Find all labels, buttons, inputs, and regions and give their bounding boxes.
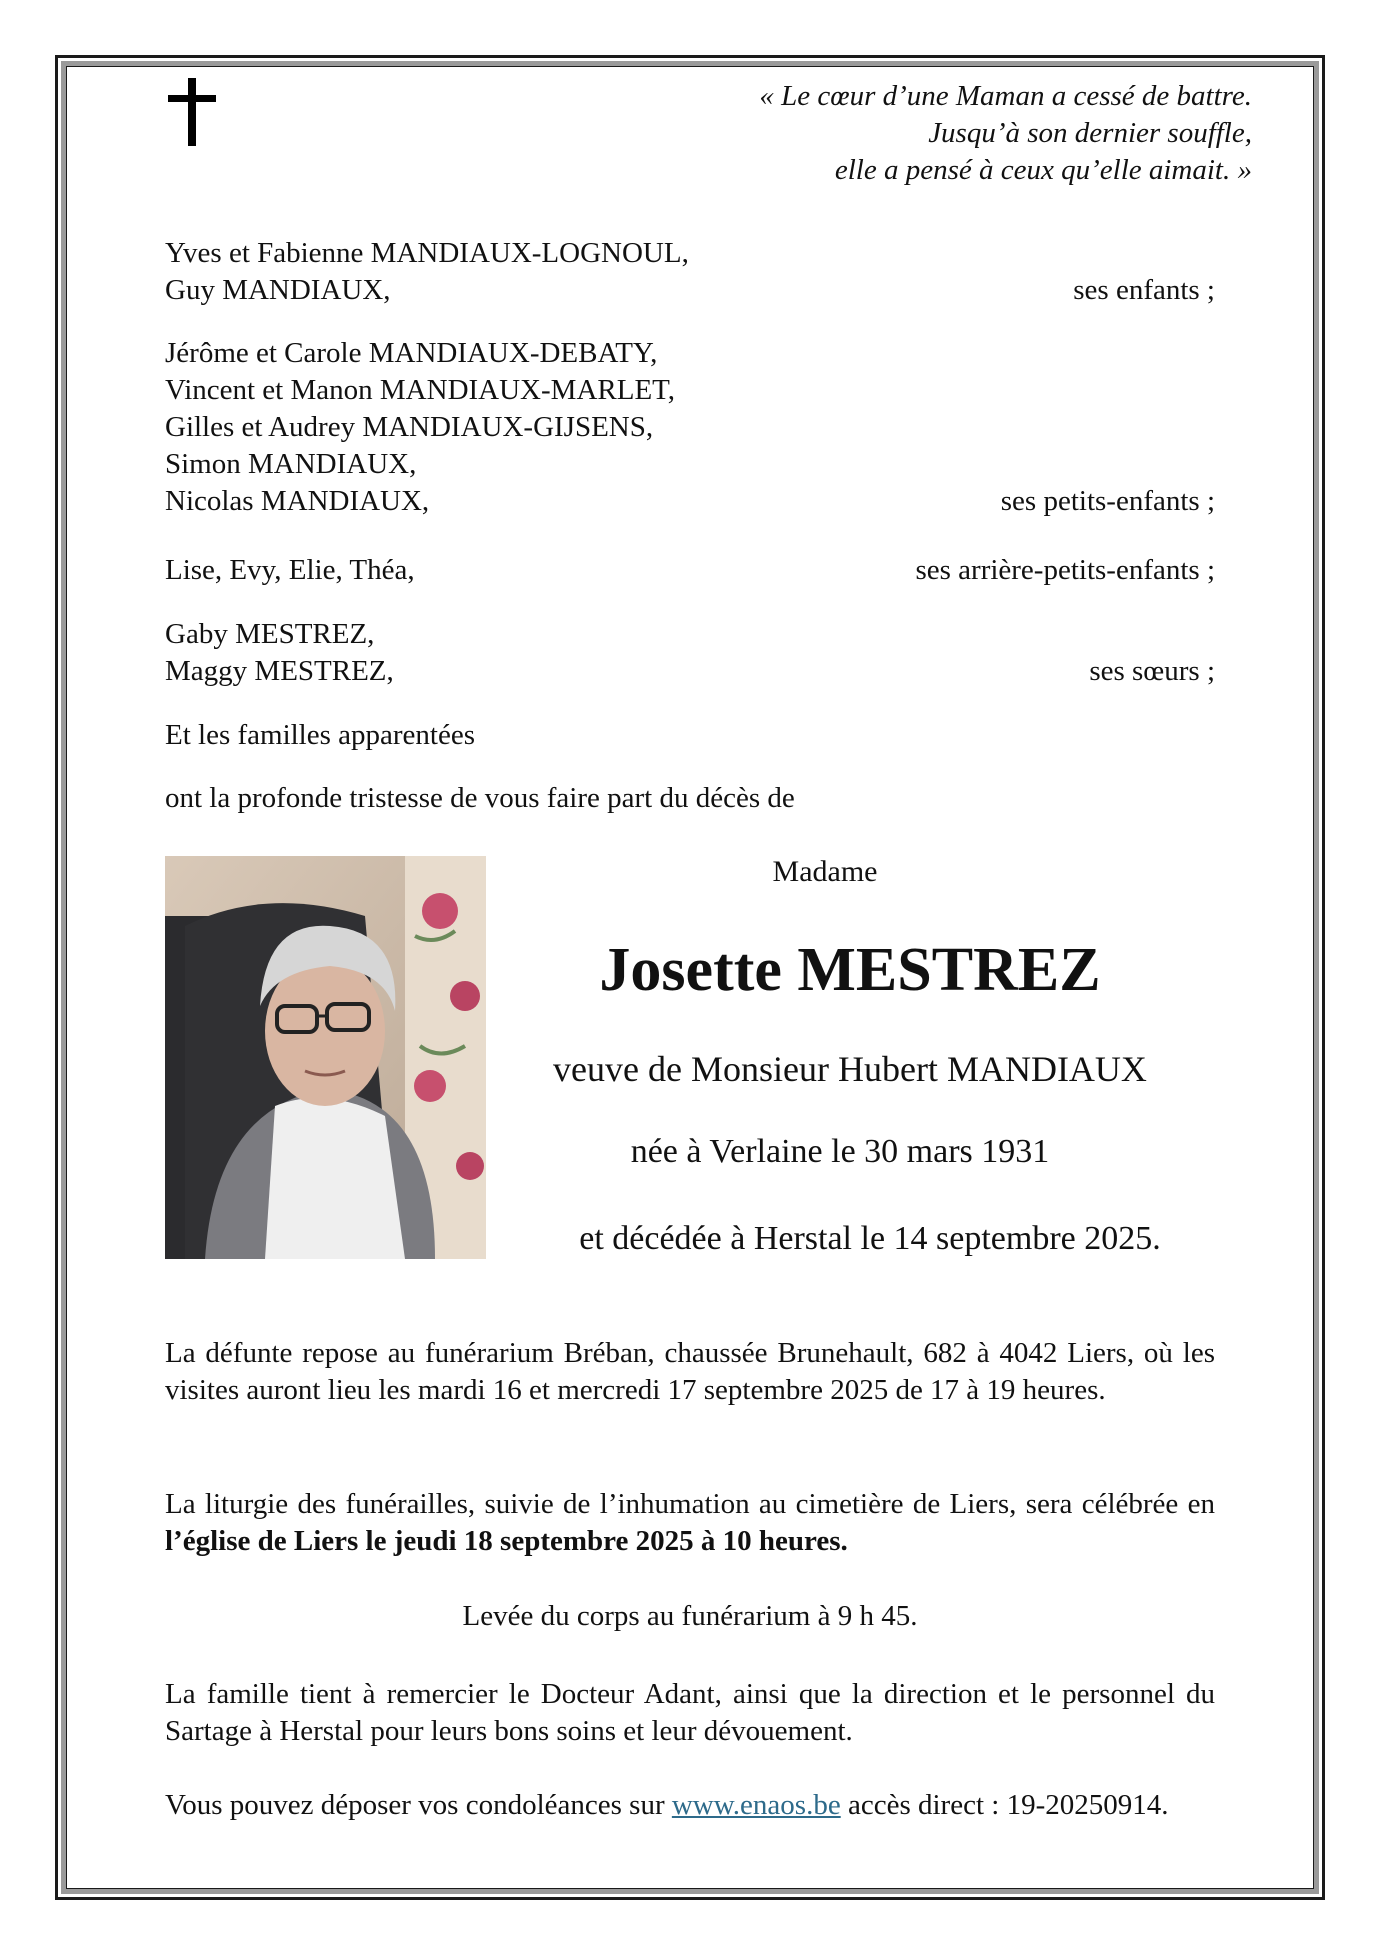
viewing-paragraph: La défunte repose au funérarium Bréban, chaussée Brunehault, 682 à 4042 Liers, où les visites auront lieu les mardi 16 et mercredi 17 septembre 2025 de 17 à 19 heures.	[165, 1337, 1215, 1406]
family-name: Nicolas MANDIAUX,	[165, 485, 430, 517]
related-families: Et les familles apparentées	[165, 719, 476, 751]
liturgy-paragraph	[165, 1486, 1215, 1560]
relation-label: ses arrière-petits-enfants ;	[915, 554, 1215, 586]
family-name: Simon MANDIAUX,	[165, 448, 417, 480]
liturgy-bold-text: l’église de Liers le jeudi 18 septembre 2025 à 10 heures.	[165, 1525, 848, 1557]
levee-text: Levée du corps au funérarium à 9 h 45.	[462, 1600, 918, 1632]
latin-cross-icon	[162, 78, 222, 146]
enaos-link[interactable]: www.enaos.be	[671, 1789, 841, 1821]
family-name: Vincent et Manon MANDIAUX-MARLET,	[165, 374, 675, 406]
birth-text: née à Verlaine le 30 mars 1931	[630, 1133, 1050, 1170]
family-great-grandchildren	[165, 552, 1215, 589]
epigraph-quote	[552, 78, 1252, 189]
relation-label: ses sœurs ;	[1089, 655, 1215, 687]
deceased-title: Madame	[772, 855, 878, 888]
announcement-text: ont la profonde tristesse de vous faire part du décès de	[165, 782, 795, 814]
family-children	[165, 235, 1215, 309]
condolences-paragraph	[165, 1787, 1215, 1824]
relation-label: ses enfants ;	[1073, 274, 1215, 306]
quote-line: « Le cœur d’une Maman a cessé de battre.	[759, 80, 1252, 112]
quote-line: elle a pensé à ceux qu’elle aimait. »	[834, 154, 1252, 186]
family-sisters	[165, 616, 1215, 690]
family-name: Lise, Evy, Elie, Théa,	[165, 554, 415, 586]
portrait-photo	[165, 856, 486, 1259]
family-name: Yves et Fabienne MANDIAUX-LOGNOUL,	[165, 237, 689, 269]
death-text: et décédée à Herstal le 14 septembre 2025.	[579, 1220, 1161, 1257]
family-grandchildren	[165, 335, 1215, 520]
family-name: Jérôme et Carole MANDIAUX-DEBATY,	[165, 337, 658, 369]
condolences-text: Vous pouvez déposer vos condoléances sur	[165, 1789, 672, 1821]
liturgy-text: La liturgie des funérailles, suivie de l’inhumation au cimetière de Liers, sera célébrée en	[165, 1488, 1215, 1520]
widow-of-text: veuve de Monsieur Hubert MANDIAUX	[553, 1049, 1147, 1089]
family-name: Gaby MESTREZ,	[165, 618, 375, 650]
condolences-suffix: accès direct : 19-20250914.	[840, 1789, 1169, 1821]
family-name: Gilles et Audrey MANDIAUX-GIJSENS,	[165, 411, 654, 443]
relation-label: ses petits-enfants ;	[1000, 485, 1215, 517]
family-name: Guy MANDIAUX,	[165, 274, 391, 306]
deceased-name: Josette MESTREZ	[599, 936, 1101, 1004]
quote-line: Jusqu’à son dernier souffle,	[928, 117, 1252, 149]
family-name: Maggy MESTREZ,	[165, 655, 394, 687]
thanks-paragraph: La famille tient à remercier le Docteur Adant, ainsi que la direction et le personnel du Sartage à Herstal pour leurs bons soins et leur dévouement.	[165, 1678, 1215, 1747]
